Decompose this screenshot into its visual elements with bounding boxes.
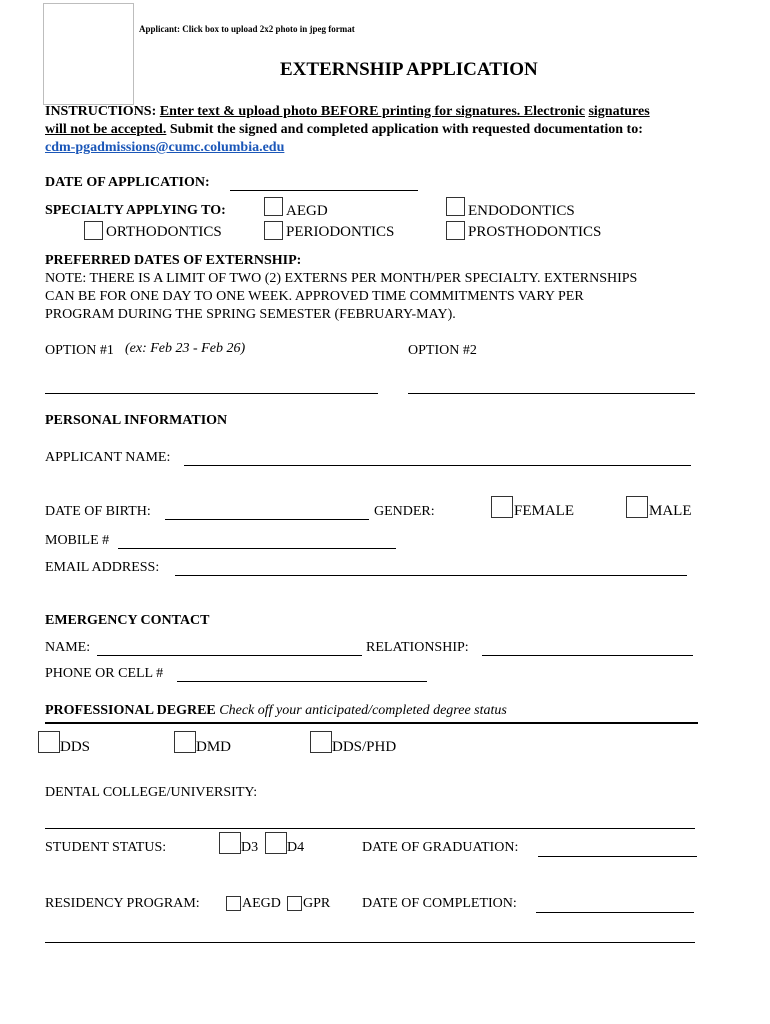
completion-date-field[interactable] xyxy=(536,912,694,913)
page-title: EXTERNSHIP APPLICATION xyxy=(280,59,538,80)
instructions-underlined-3: will not be accepted. xyxy=(45,122,167,137)
degree-dds-checkbox[interactable] xyxy=(38,731,60,753)
date-of-birth-label: DATE OF BIRTH: xyxy=(45,504,151,519)
instructions-line-2 xyxy=(45,122,643,138)
degree-heading-row xyxy=(45,703,507,719)
degree-note: Check off your anticipated/completed degree status xyxy=(219,703,507,718)
degree-dds-label: DDS xyxy=(60,739,91,755)
applicant-name-label: APPLICANT NAME: xyxy=(45,450,171,465)
graduation-date-label: DATE OF GRADUATION: xyxy=(362,840,519,855)
date-of-birth-field[interactable] xyxy=(165,519,369,520)
gender-male-checkbox[interactable] xyxy=(626,496,648,518)
preferred-dates-note-3: PROGRAM DURING THE SPRING SEMESTER (FEBRUARY-MAY). xyxy=(45,307,456,322)
gender-male-label: MALE xyxy=(649,503,692,519)
status-d3-label: D3 xyxy=(241,840,259,855)
residency-gpr-checkbox[interactable] xyxy=(287,896,302,911)
residency-aegd-label: AEGD xyxy=(242,896,281,911)
degree-ddsphd-checkbox[interactable] xyxy=(310,731,332,753)
specialty-endodontics-label: ENDODONTICS xyxy=(468,203,575,219)
specialty-orthodontics-label: ORTHODONTICS xyxy=(106,224,222,240)
date-of-application-label: DATE OF APPLICATION: xyxy=(45,175,210,190)
photo-upload-label: Applicant: Click box to upload 2x2 photo in jpeg format xyxy=(139,24,355,34)
option1-label: OPTION #1 xyxy=(45,343,114,358)
instructions-line-1 xyxy=(45,104,650,120)
status-d4-checkbox[interactable] xyxy=(265,832,287,854)
option2-field[interactable] xyxy=(408,393,695,394)
status-d3-checkbox[interactable] xyxy=(219,832,241,854)
degree-ddsphd-label: DDS/PHD xyxy=(332,739,397,755)
specialty-prosthodontics-checkbox[interactable] xyxy=(446,221,465,240)
mobile-field[interactable] xyxy=(118,548,396,549)
specialty-aegd-label: AEGD xyxy=(286,203,328,219)
degree-rule xyxy=(45,722,698,724)
degree-dmd-label: DMD xyxy=(196,739,232,755)
option2-label: OPTION #2 xyxy=(408,343,477,358)
specialty-periodontics-label: PERIODONTICS xyxy=(286,224,395,240)
specialty-prosthodontics-label: PROSTHODONTICS xyxy=(468,224,602,240)
date-of-application-field[interactable] xyxy=(230,190,418,191)
specialty-aegd-checkbox[interactable] xyxy=(264,197,283,216)
preferred-dates-note-1: NOTE: THERE IS A LIMIT OF TWO (2) EXTERNS PER MONTH/PER SPECIALTY. EXTERNSHIPS xyxy=(45,271,638,286)
email-field[interactable] xyxy=(175,575,687,576)
mobile-label: MOBILE # xyxy=(45,533,110,548)
completion-date-label: DATE OF COMPLETION: xyxy=(362,896,517,911)
specialty-endodontics-checkbox[interactable] xyxy=(446,197,465,216)
relationship-label: RELATIONSHIP: xyxy=(366,640,469,655)
degree-heading: PROFESSIONAL DEGREE xyxy=(45,703,216,718)
gender-female-checkbox[interactable] xyxy=(491,496,513,518)
option1-example: (ex: Feb 23 - Feb 26) xyxy=(125,341,246,356)
residency-aegd-checkbox[interactable] xyxy=(226,896,241,911)
phone-label: PHONE OR CELL # xyxy=(45,666,164,681)
status-d4-label: D4 xyxy=(287,840,305,855)
instructions-rest: Submit the signed and completed application with requested documentation to: xyxy=(169,122,643,137)
preferred-dates-heading: PREFERRED DATES OF EXTERNSHIP: xyxy=(45,253,302,268)
instructions-underlined-2: signatures xyxy=(588,104,650,119)
relationship-field[interactable] xyxy=(482,655,693,656)
degree-dmd-checkbox[interactable] xyxy=(174,731,196,753)
preferred-dates-note-2: CAN BE FOR ONE DAY TO ONE WEEK. APPROVED TIME COMMITMENTS VARY PER xyxy=(45,289,584,304)
residency-extra-field[interactable] xyxy=(45,942,695,943)
emergency-name-label: NAME: xyxy=(45,640,91,655)
college-label: DENTAL COLLEGE/UNIVERSITY: xyxy=(45,785,258,800)
student-status-label: STUDENT STATUS: xyxy=(45,840,167,855)
applicant-name-field[interactable] xyxy=(184,465,691,466)
gender-label: GENDER: xyxy=(374,504,435,519)
personal-info-heading: PERSONAL INFORMATION xyxy=(45,413,228,428)
residency-label: RESIDENCY PROGRAM: xyxy=(45,896,200,911)
photo-upload-box[interactable] xyxy=(43,3,134,105)
college-field[interactable] xyxy=(45,828,695,829)
specialty-label: SPECIALTY APPLYING TO: xyxy=(45,203,226,218)
instructions-underlined-1: Enter text & upload photo BEFORE printing for signatures. Electronic xyxy=(159,104,585,119)
emergency-name-field[interactable] xyxy=(97,655,362,656)
gender-female-label: FEMALE xyxy=(514,503,574,519)
specialty-orthodontics-checkbox[interactable] xyxy=(84,221,103,240)
instructions-label: INSTRUCTIONS: xyxy=(45,104,157,119)
emergency-contact-heading: EMERGENCY CONTACT xyxy=(45,613,210,628)
option1-field[interactable] xyxy=(45,393,378,394)
admissions-email-link[interactable]: cdm-pgadmissions@cumc.columbia.edu xyxy=(45,140,285,155)
residency-gpr-label: GPR xyxy=(303,896,331,911)
phone-field[interactable] xyxy=(177,681,427,682)
graduation-date-field[interactable] xyxy=(538,856,697,857)
email-label: EMAIL ADDRESS: xyxy=(45,560,160,575)
specialty-periodontics-checkbox[interactable] xyxy=(264,221,283,240)
